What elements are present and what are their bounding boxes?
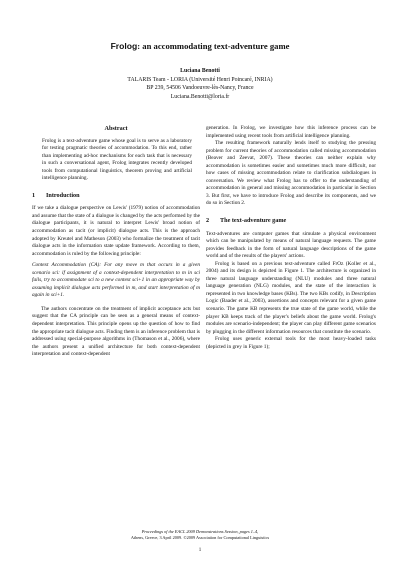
author-email: Luciana.Benotti@loria.fr [170, 93, 230, 100]
definition-text: For any move m that occurs in a given scenario sci: if assignment of a context-dependent interpretation to m in sci fails, try to accommodate sci to a new context sci+1 in an appropriate way by assuming implicit dialogue acts performed in m, and start interpretation of m again in sci+1. [32, 262, 200, 299]
abstract-heading: Abstract [104, 125, 128, 132]
author-affiliation: TALARIS Team - LORIA (Université Henri Poincaré, INRIA) [127, 76, 273, 83]
section-2-title: The text-adventure game [220, 217, 287, 225]
author-block [0, 67, 400, 101]
section-2-paragraph-1: Text-adventures are computer games that simulate a physical environment which can be manipulated by means of natural language requests. The game provides feedback in the form of natural language descriptions of the game world and of the results of the players' actions. [206, 230, 376, 260]
section-1-heading [32, 192, 200, 200]
right-paragraph-1: generation. In Frolog, we investigate how this inference process can be implemented using recent tools from artificial intelligence planning. [206, 125, 376, 139]
right-column [206, 125, 376, 351]
left-column [32, 125, 200, 359]
context-accommodation-definition [32, 262, 200, 300]
page-number: 1 [198, 548, 202, 553]
author-name: Luciana Benotti [180, 68, 220, 74]
abstract-text: Frolog is a text-adventure game whose goal is to serve as a laboratory for testing pragmatic theories of accommodation. To this end, rather than implementing ad-hoc mechanisms for each task that is necessary in such a conversational agent, Frolog integrates recently developed tools from computational linguistics, theorem proving and artificial intelligence planning. [42, 137, 192, 182]
section-2-heading [206, 217, 376, 225]
proceedings-footer [0, 529, 400, 540]
section-1-title: Introduction [46, 191, 80, 199]
section-1-number: 1 [32, 191, 36, 199]
right-paragraph-2: The resulting framework naturally lends itself to studying the pressing problem for current theories of accommodation called missing accommodation (Beaver and Zeevat, 2007). These theories can neither explain why accommodation is sometimes easier and sometimes much more difficult, nor how cases of missing accommodation relate to clarification subdialogues in conversation. We review what Frolog has to offer to the understanding of accommodation in general and missing accommodation in particular in Section 3. But first, we have to introduce Frolog and describe its components, and we do so in Section 2. [206, 140, 376, 207]
definition-label: Context Accommodation (CA): [32, 262, 102, 269]
title-rest: : an accommodating text-adventure game [137, 41, 290, 51]
author-address: BP 239, 54506 Vandoeuvre-lès-Nancy, France [146, 85, 254, 92]
footer-venue: Athens, Greece, 3 April 2009. ©2009 Association for Computational Linguistics [130, 534, 270, 540]
section-2-paragraph-3: Frolog uses generic external tools for the most heavy-loaded tasks (depicted in grey in Figure 1); [206, 336, 376, 350]
section-1-paragraph-1: If we take a dialogue perspective on Lewis' (1979) notion of accommodation and assume that the state of a dialogue is changed by the acts performed by the dialogue participants, it is natural to interpret Lewis' broad notion of accommodation as tacit (or implicit) dialogue acts. This is the approach adopted by Kreutel and Matheson (2003) who formalize the treatment of tacit dialogue acts in the information state update framework. According to them, accommodation is ruled by the following principle: [32, 205, 200, 257]
footer-proceedings: Proceedings of the EACL 2009 Demonstrations Session, pages 1–4, [141, 529, 259, 534]
section-2-number: 2 [206, 217, 210, 225]
section-1-paragraph-2: The authors concentrate on the treatment of implicit acceptance acts but suggest that the CA principle can be seen as a general means of context-dependent interpretation. This principle opens up the question of how to find the appropriate tacit dialogue acts. Finding them is an inference problem that is addressed using special-purpose algorithms in (Thomason et al., 2006), where the authors present a unified architecture for both context-dependent interpretation and context-dependent [32, 305, 200, 358]
title-system-name: Frolog [110, 41, 138, 51]
paper-title [0, 41, 400, 52]
section-2-paragraph-2: Frolog is based on a previous text-adventure called FrOz (Koller et al., 2004) and its design is depicted in Figure 1. The architecture is organized in three natural language understanding (NLU) modules and three natural language generation (NLG) modules, and the state of the interaction is represented in two knowledge bases (KBs). The two KBs codify, in Description Logic (Baader et al., 2003), assertions and concepts relevant for a given game scenario. The game KB represents the true state of the game world, while the player KB keeps track of the player's beliefs about the game world. Frolog's modules are scenario-independent; the player can play different game scenarios by plugging in the different information resources that constitute the scenario. [206, 260, 376, 335]
